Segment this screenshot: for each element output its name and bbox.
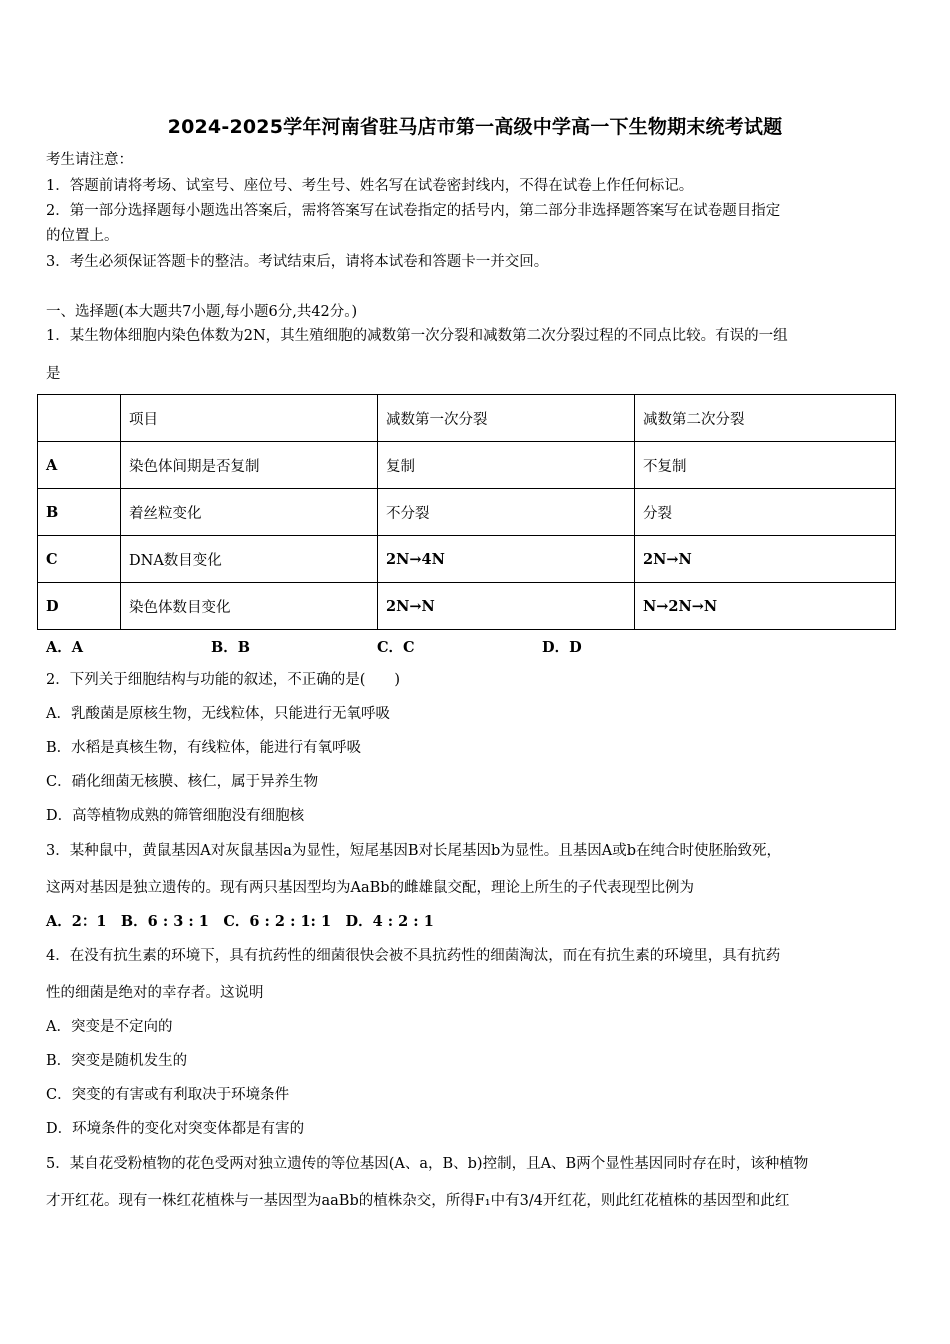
table-row (38, 583, 896, 630)
table-cell (38, 395, 121, 442)
table-header-row (38, 395, 896, 442)
table-header: 项目 (121, 395, 378, 442)
section-heading: 一、选择题(本大题共7小题,每小题6分,共42分。) (46, 304, 358, 320)
table-header: 减数第二次分裂 (635, 395, 896, 442)
table-cell: 染色体数目变化 (121, 583, 378, 630)
table-row (38, 489, 896, 536)
q2-stem: 2．下列关于细胞结构与功能的叙述，不正确的是( ) (46, 672, 401, 688)
table-cell: N→2N→N (635, 583, 896, 630)
table-cell: B (38, 489, 121, 536)
exam-title: 2024-2025学年河南省驻马店市第一高级中学高一下生物期末统考试题 (167, 116, 783, 138)
q4-option-a[interactable]: A．突变是不定向的 (46, 1019, 173, 1035)
q2-option-b[interactable]: B．水稻是真核生物，有线粒体，能进行有氧呼吸 (46, 740, 362, 756)
q1-option-a[interactable]: A．A (46, 639, 84, 656)
table-row (38, 536, 896, 583)
table-cell: 不分裂 (378, 489, 635, 536)
q5-stem-cont: 才开红花。现有一株红花植株与一基因型为aaBb的植株杂交，所得F₁中有3/4开红花，则此红花植株的基因型和此红 (46, 1193, 790, 1209)
notice-heading: 考生请注意： (46, 152, 133, 168)
q1-option-d[interactable]: D．D (542, 639, 582, 656)
table-cell: 着丝粒变化 (121, 489, 378, 536)
table-cell: 2N→N (635, 536, 896, 583)
q2-option-d[interactable]: D．高等植物成熟的筛管细胞没有细胞核 (46, 808, 305, 824)
q1-option-b[interactable]: B．B (211, 639, 251, 656)
q4-option-b[interactable]: B．突变是随机发生的 (46, 1053, 188, 1069)
table-row (38, 442, 896, 489)
q1-table (37, 394, 896, 630)
q1-stem: 1．某生物体细胞内染色体数为2N，其生殖细胞的减数第一次分裂和减数第二次分裂过程的不同点比较。有误的一组 (46, 328, 788, 344)
notice-item-2: 2．第一部分选择题每小题选出答案后，需将答案写在试卷指定的括号内，第二部分非选择题答案写在试卷题目指定 (46, 203, 781, 219)
q3-options[interactable]: A．2：1 B．6 : 3 : 1 C．6 : 2 : 1: 1 D．4 : 2 : 1 (46, 913, 434, 930)
notice-item-1: 1．答题前请将考场、试室号、座位号、考生号、姓名写在试卷密封线内，不得在试卷上作任何标记。 (46, 178, 694, 194)
table-cell: 不复制 (635, 442, 896, 489)
q1-stem-cont: 是 (46, 366, 61, 382)
q4-option-d[interactable]: D．环境条件的变化对突变体都是有害的 (46, 1121, 305, 1137)
q4-option-c[interactable]: C．突变的有害或有利取决于环境条件 (46, 1087, 290, 1103)
q3-stem: 3．某种鼠中，黄鼠基因A对灰鼠基因a为显性，短尾基因B对长尾基因b为显性。且基因A或b在纯合时使胚胎致死， (46, 843, 782, 859)
q1-option-c[interactable]: C．C (377, 639, 415, 656)
table-cell: 染色体间期是否复制 (121, 442, 378, 489)
table-cell: DNA数目变化 (121, 536, 378, 583)
table-cell: 复制 (378, 442, 635, 489)
table-header: 减数第一次分裂 (378, 395, 635, 442)
notice-item-3: 3．考生必须保证答题卡的整洁。考试结束后，请将本试卷和答题卡一并交回。 (46, 254, 549, 270)
table-cell: 2N→4N (378, 536, 635, 583)
q2-option-c[interactable]: C．硝化细菌无核膜、核仁，属于异养生物 (46, 774, 319, 790)
table-cell: D (38, 583, 121, 630)
table-cell: C (38, 536, 121, 583)
q3-stem-cont: 这两对基因是独立遗传的。现有两只基因型均为AaBb的雌雄鼠交配，理论上所生的子代表现型比例为 (46, 880, 695, 896)
q4-stem: 4．在没有抗生素的环境下，具有抗药性的细菌很快会被不具抗药性的细菌淘汰，而在有抗生素的环境里，具有抗药 (46, 948, 781, 964)
notice-item-2-cont: 的位置上。 (46, 228, 119, 244)
table-cell: 2N→N (378, 583, 635, 630)
table-cell: 分裂 (635, 489, 896, 536)
q2-option-a[interactable]: A．乳酸菌是原核生物，无线粒体，只能进行无氧呼吸 (46, 706, 390, 722)
table-cell: A (38, 442, 121, 489)
q4-stem-cont: 性的细菌是绝对的幸存者。这说明 (46, 985, 264, 1001)
q5-stem: 5．某自花受粉植物的花色受两对独立遗传的等位基因(A、a，B、b)控制，且A、B两个显性基因同时存在时，该种植物 (46, 1156, 809, 1172)
